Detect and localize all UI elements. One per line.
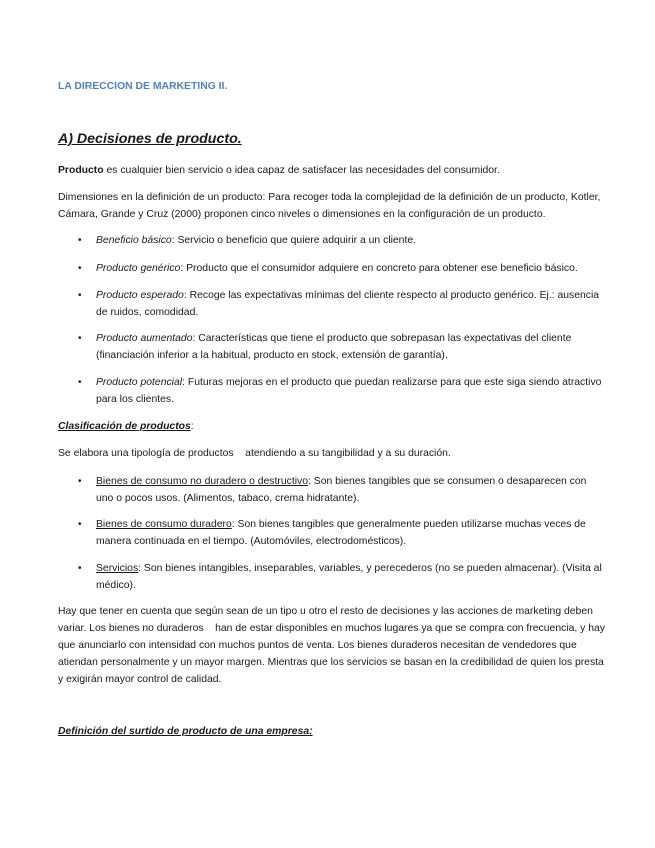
level-text: : Recoge las expectativas mínimas del cliente respecto al producto genérico. Ej.: ausencia de ruidos, comodidad. — [96, 290, 600, 318]
bullet-icon: • — [78, 377, 82, 388]
type-text: : Son bienes tangibles que se consumen o desaparecen con uno o pocos usos. (Alimentos, tabaco, crema hidratante). — [96, 476, 587, 504]
type-item — [96, 473, 606, 507]
bullet-icon: • — [78, 263, 82, 274]
level-text: : Producto que el consumidor adquiere en concreto para obtener ese beneficio básico. — [180, 263, 578, 274]
bullet-icon: • — [78, 290, 82, 301]
type-item — [96, 516, 606, 550]
type-term: Bienes de consumo no duradero o destructivo — [96, 476, 308, 487]
type-text: : Son bienes tangibles que generalmente pueden utilizarse muchas veces de manera continuada en el tiempo. (Automóviles, electrodomésticos). — [96, 519, 586, 547]
bullet-icon: • — [78, 519, 82, 530]
level-item — [96, 287, 606, 321]
level-item — [96, 374, 606, 408]
product-definition — [58, 162, 603, 179]
type-text: : Son bienes intangibles, inseparables, variables, y perecederos (no se pueden almacenar). (Visita al médico). — [96, 563, 602, 591]
level-text: : Características que tiene el producto que sobrepasan las expectativas del cliente (financiación inferior a la habitual, producto en stock, extensión de garantía). — [96, 333, 572, 361]
level-item — [96, 260, 606, 277]
type-term: Bienes de consumo duradero — [96, 519, 232, 530]
type-term: Servicios — [96, 563, 139, 574]
classification-heading — [58, 418, 603, 435]
type-item — [96, 560, 606, 594]
level-term: Producto potencial — [96, 377, 183, 388]
level-item — [96, 330, 606, 364]
classification-colon: : — [190, 421, 194, 432]
bullet-icon: • — [78, 235, 82, 246]
product-definition-text: es cualquier bien servicio o idea capaz de satisfacer las necesidades del consumidor. — [103, 165, 500, 176]
product-term: Producto — [58, 165, 104, 176]
level-term: Producto aumentado — [96, 333, 193, 344]
typology-paragraph: Se elabora una tipología de productos atendiendo a su tangibilidad y a su duración. — [58, 448, 451, 459]
level-item — [96, 232, 606, 249]
bullet-icon: • — [78, 333, 82, 344]
assortment-heading: Definición del surtido de producto de una empresa: — [58, 726, 313, 737]
level-text: : Servicio o beneficio que quiere adquirir a un cliente. — [171, 235, 416, 246]
closing-paragraph: Hay que tener en cuenta que según sean de un tipo u otro el resto de decisiones y las acciones de marketing deben variar. Los bienes no duraderos han de estar disponibles en muchos lugares ya que se compra con frecuencia, y hay que anunciarlo con intensidad con muchos puntos de venta. Los bienes duraderos necesitan de vendedores que atiendan personalmente y un mayor margen. Mientras que los servicios se basan en la credibilidad de quien los presta y exigirán mayor control de calidad. — [58, 606, 608, 685]
section-a-heading: A) Decisiones de producto. — [58, 131, 242, 147]
level-term: Producto genérico — [96, 263, 181, 274]
level-text: : Futuras mejoras en el producto que puedan realizarse para que este siga siendo atractivo para los clientes. — [96, 377, 602, 405]
level-term: Beneficio básico — [96, 235, 172, 246]
level-term: Producto esperado — [96, 290, 184, 301]
bullet-icon: • — [78, 563, 82, 574]
classification-heading-text: Clasificación de productos — [58, 421, 191, 432]
dimensions-paragraph: Dimensiones en la definición de un producto: Para recoger toda la complejidad de la definición de un producto, Kotler, Cámara, Grande y Cruz (2000) proponen cinco niveles o dimensiones en la configuración de un producto. — [58, 192, 601, 220]
bullet-icon: • — [78, 476, 82, 487]
document-heading: LA DIRECCION DE MARKETING II. — [58, 81, 228, 92]
